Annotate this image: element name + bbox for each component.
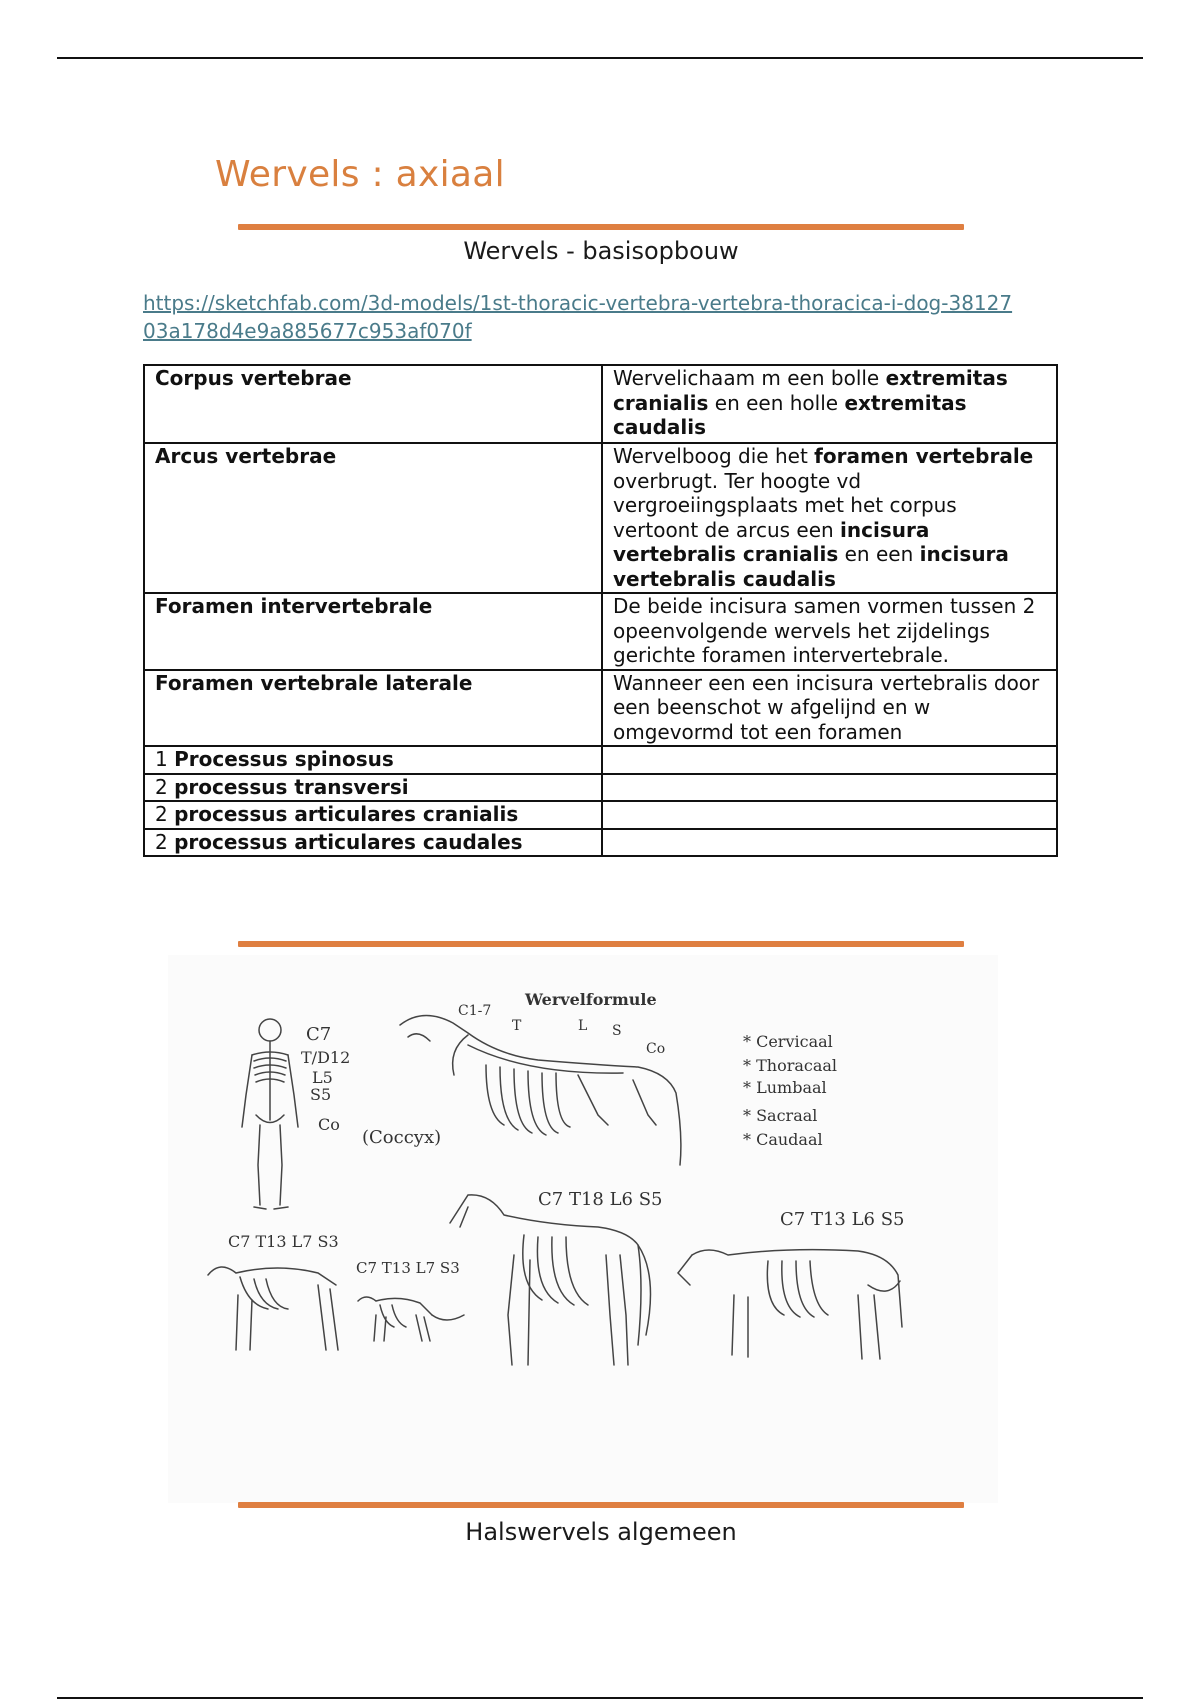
term-cell: [144, 774, 602, 802]
human-sacral-label: S5: [310, 1085, 332, 1104]
description-cell: [602, 670, 1057, 747]
text: 2: [155, 829, 175, 854]
bold-text: foramen vertebrale: [814, 444, 1034, 468]
table-row: [144, 593, 1057, 670]
dog-skeleton-top-drawing: [400, 1015, 681, 1165]
table-row: [144, 670, 1057, 747]
human-caudal-label: Co: [318, 1115, 340, 1134]
text: Wervelichaam m een bolle: [613, 366, 886, 390]
page-title: Wervels : axiaal: [215, 154, 505, 195]
table-row: [144, 801, 1057, 829]
bold-text: processus articulares caudales: [174, 829, 523, 854]
header-rule: [57, 57, 1143, 59]
term-cell: [144, 443, 602, 593]
human-coccyx-note: (Coccyx): [362, 1127, 442, 1148]
text: overbrugt. Ter hoogte vd vergroeiingsplaats met het corpus vertoont de arcus een: [613, 468, 957, 542]
cow-skeleton-drawing: [678, 1250, 902, 1359]
dog-caudal-label: Co: [646, 1041, 666, 1057]
table-row: [144, 746, 1057, 774]
term-cell: [144, 593, 602, 670]
dog-lumbar-label: L: [578, 1018, 588, 1034]
dog-thoracic-label: T: [512, 1018, 522, 1034]
bold-text: Foramen vertebrale laterale: [155, 670, 473, 695]
term-cell: [144, 746, 602, 774]
description-cell: [602, 593, 1057, 670]
vertebral-formula-sketch: [168, 955, 998, 1503]
section-divider: [238, 224, 964, 230]
vertebral-formula-drawing: [168, 955, 998, 1503]
text: en een: [838, 542, 920, 566]
table-row: [144, 829, 1057, 857]
legend-cervical: * Cervicaal: [743, 1032, 833, 1051]
human-cervical-label: C7: [306, 1024, 332, 1045]
bold-text: extremitas caudalis: [613, 390, 967, 439]
description-cell: [602, 801, 1057, 829]
bold-text: processus transversi: [174, 774, 409, 799]
section-heading-basisopbouw: Wervels - basisopbouw: [463, 237, 739, 265]
description-cell: [602, 829, 1057, 857]
text: 2: [155, 774, 175, 799]
footer-rule: [57, 1697, 1143, 1699]
cow-formula-label: C7 T13 L6 S5: [780, 1209, 905, 1230]
section-heading-halswervels: Halswervels algemeen: [465, 1518, 737, 1546]
human-thoracic-label: T/D12: [301, 1048, 351, 1067]
cat-formula-label: C7 T13 L7 S3: [356, 1259, 460, 1277]
dog-sacral-label: S: [612, 1023, 622, 1039]
description-cell: [602, 746, 1057, 774]
bold-text: processus articulares cranialis: [174, 802, 519, 826]
legend-thoracic: * Thoracaal: [743, 1056, 838, 1075]
bold-text: incisura vertebralis cranialis: [613, 517, 930, 566]
bold-text: Corpus vertebrae: [155, 366, 352, 390]
bold-text: Foramen intervertebrale: [155, 594, 433, 618]
text: en een holle: [708, 390, 845, 415]
text: 2: [155, 802, 175, 826]
dog-skeleton-drawing: [208, 1267, 338, 1350]
table-row: [144, 365, 1057, 443]
text: 1: [155, 747, 175, 771]
bold-text: incisura vertebralis caudalis: [613, 542, 1009, 591]
description-cell: [602, 365, 1057, 443]
vertebra-table: [143, 364, 1058, 857]
human-skeleton-drawing: [242, 1019, 298, 1209]
bold-text: Arcus vertebrae: [155, 444, 337, 468]
term-cell: [144, 670, 602, 747]
table-row: [144, 774, 1057, 802]
cat-skeleton-drawing: [358, 1297, 464, 1341]
formula-legend: [743, 1032, 837, 1149]
description-cell: [602, 443, 1057, 593]
text: Wanneer een een incisura vertebralis door een beenschot w afgelijnd en w omgevormd tot een foramen: [613, 670, 1040, 744]
term-cell: [144, 365, 602, 443]
term-cell: [144, 829, 602, 857]
section-divider: [238, 1502, 964, 1508]
legend-sacral: * Sacraal: [743, 1106, 818, 1125]
text: Wervelboog die het: [613, 444, 815, 468]
legend-lumbar: * Lumbaal: [743, 1078, 827, 1097]
bold-text: extremitas cranialis: [613, 366, 1008, 415]
human-lumbar-label: L5: [312, 1068, 333, 1087]
horse-formula-label: C7 T18 L6 S5: [538, 1189, 663, 1210]
description-cell: [602, 774, 1057, 802]
bold-text: Processus spinosus: [174, 747, 394, 771]
term-cell: [144, 801, 602, 829]
sketchfab-link[interactable]: https://sketchfab.com/3d-models/1st-thoracic-vertebra-vertebra-thoracica-i-dog-3812703a178d4e9a885677c953af070f: [143, 291, 1013, 343]
text: De beide incisura samen vormen tussen 2 opeenvolgende wervels het zijdelings gerichte foramen intervertebrale.: [613, 594, 1036, 667]
dog-formula-label: C7 T13 L7 S3: [228, 1232, 339, 1251]
figure-title: Wervelformule: [525, 990, 657, 1009]
dog-cervical-label: C1-7: [458, 1003, 492, 1019]
section-divider: [238, 941, 964, 947]
table-row: [144, 443, 1057, 593]
legend-caudal: * Caudaal: [743, 1130, 823, 1149]
horse-skeleton-drawing: [450, 1195, 651, 1365]
